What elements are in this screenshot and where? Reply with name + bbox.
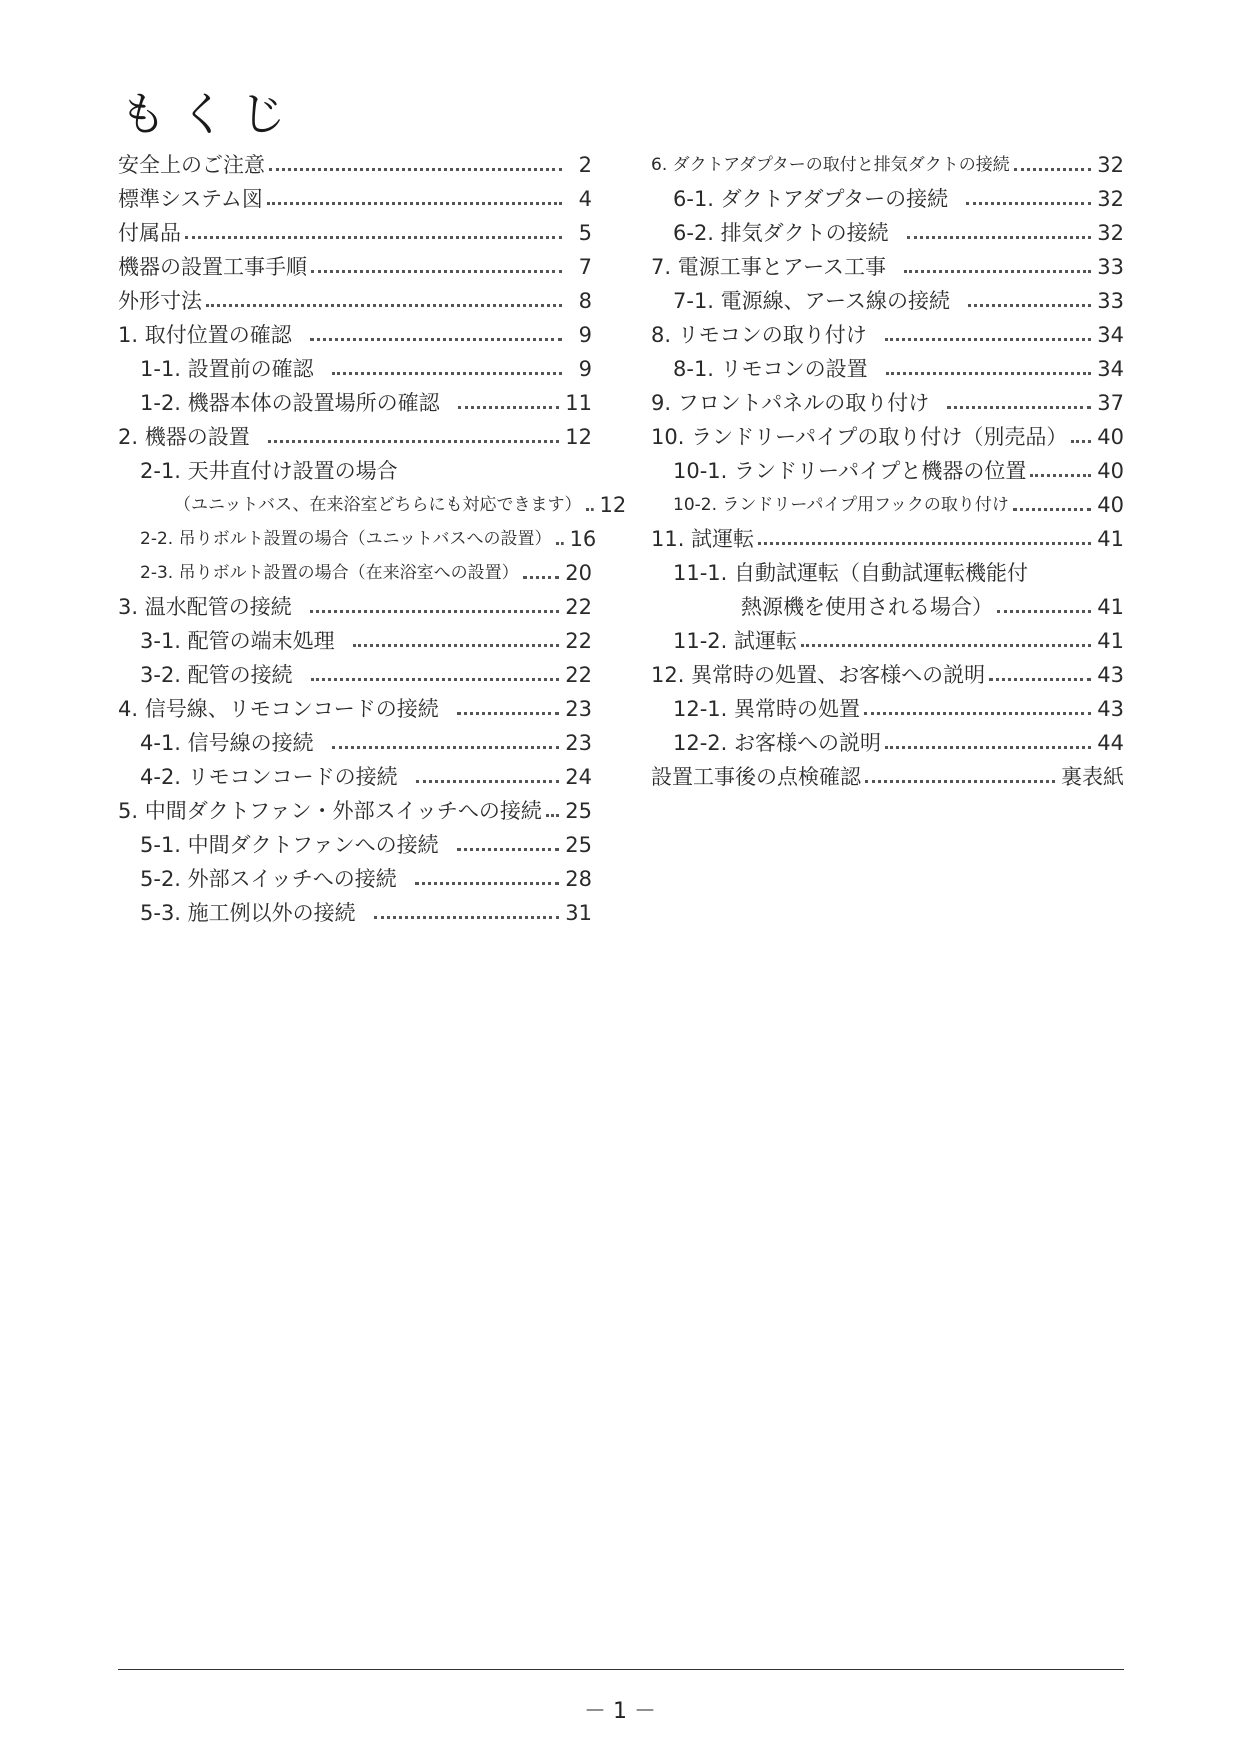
toc-entry[interactable] <box>118 284 592 318</box>
toc-entry-label: 2-3. 吊りボルト設置の場合（在来浴室への設置） <box>140 563 519 583</box>
toc-entry-label: 5-3. 施工例以外の接続 <box>140 901 356 925</box>
toc-entry-page: 43 <box>1097 663 1124 687</box>
toc-entry-page: 12 <box>599 493 627 517</box>
toc-entry[interactable] <box>651 386 1124 420</box>
toc-entry-label: 10-2. ランドリーパイプ用フックの取り付け <box>673 495 1009 515</box>
toc-entry-label: 11-1. 自動試運転（自動試運転機能付 <box>673 561 1029 585</box>
footer-divider <box>118 1669 1124 1670</box>
toc-entry[interactable] <box>651 454 1124 488</box>
toc-entry[interactable] <box>118 420 592 454</box>
toc-entry-page: 31 <box>565 901 592 925</box>
toc-entry-page: 22 <box>565 663 592 687</box>
toc-entry-label: 安全上のご注意 <box>118 153 265 177</box>
toc-entry[interactable] <box>651 420 1124 454</box>
toc-entry[interactable] <box>651 182 1124 216</box>
toc-entry-page: 5 <box>578 221 592 245</box>
toc-entry-page: 12 <box>565 425 592 449</box>
toc-entry-page: 43 <box>1097 697 1124 721</box>
toc-entry-page: 33 <box>1097 289 1124 313</box>
toc-entry[interactable] <box>118 216 592 250</box>
toc-entry-page: 24 <box>565 765 592 789</box>
toc-entry-label: 3-2. 配管の接続 <box>140 663 293 687</box>
toc-entry-label: 3. 温水配管の接続 <box>118 595 292 619</box>
toc-entry-label: 6. ダクトアダプターの取付と排気ダクトの接続 <box>651 155 1010 175</box>
toc-entry-label: 6-1. ダクトアダプターの接続 <box>673 187 949 211</box>
toc-entry-page: 32 <box>1097 221 1124 245</box>
toc-entry[interactable] <box>118 828 592 862</box>
toc-entry-page: 33 <box>1097 255 1124 279</box>
toc-entry[interactable] <box>118 182 592 216</box>
toc-entry[interactable] <box>118 658 592 692</box>
toc-entry-label: 1-2. 機器本体の設置場所の確認 <box>140 391 440 415</box>
toc-entry-continuation[interactable] <box>651 590 1124 624</box>
toc-entry-label: 7-1. 電源線、アース線の接続 <box>673 289 950 313</box>
toc-entry[interactable] <box>651 250 1124 284</box>
toc-entry[interactable] <box>651 352 1124 386</box>
toc-entry-label: 8. リモコンの取り付け <box>651 323 867 347</box>
toc-entry-page: 9 <box>578 323 592 347</box>
toc-entry-page: 裏表紙 <box>1061 765 1124 789</box>
toc-entry-page: 25 <box>565 799 592 823</box>
toc-entry-page: 7 <box>578 255 592 279</box>
toc-entry-label: 2. 機器の設置 <box>118 425 250 449</box>
toc-entry-label: 3-1. 配管の端末処理 <box>140 629 335 653</box>
toc-entry-label: 12-2. お客様への説明 <box>673 731 882 755</box>
toc-entry-page: 23 <box>565 697 592 721</box>
toc-entry-page: 41 <box>1097 629 1124 653</box>
toc-entry[interactable] <box>118 726 592 760</box>
toc-entry-label: 4-1. 信号線の接続 <box>140 731 314 755</box>
toc-entry[interactable] <box>118 624 592 658</box>
toc-entry-page: 2 <box>578 153 592 177</box>
toc-entry[interactable] <box>651 216 1124 250</box>
toc-entry-label: 11-2. 試運転 <box>673 629 798 653</box>
toc-entry-page: 4 <box>578 187 592 211</box>
toc-entry[interactable] <box>651 624 1124 658</box>
toc-entry-page: 8 <box>578 289 592 313</box>
toc-entry-label: 12-1. 異常時の処置 <box>673 697 861 721</box>
toc-entry-page: 40 <box>1097 493 1124 517</box>
toc-entry-label: 5-1. 中間ダクトファンへの接続 <box>140 833 439 857</box>
toc-entry[interactable] <box>651 284 1124 318</box>
toc-entry-page: 44 <box>1097 731 1124 755</box>
toc-entry[interactable] <box>118 556 592 590</box>
toc-entry-label: 12. 異常時の処置、お客様への説明 <box>651 663 986 687</box>
toc-entry-label: 11. 試運転 <box>651 527 755 551</box>
toc-entry-continuation[interactable] <box>118 488 627 522</box>
toc-entry-label: 外形寸法 <box>118 289 202 313</box>
toc-entry-page: 41 <box>1097 595 1124 619</box>
toc-entry-label: 熱源機を使用される場合） <box>741 595 993 619</box>
toc-entry[interactable] <box>118 454 592 488</box>
toc-entry-page: 22 <box>565 595 592 619</box>
toc-entry-label: 2-2. 吊りボルト設置の場合（ユニットバスへの設置） <box>140 529 552 549</box>
toc-entry[interactable] <box>118 386 592 420</box>
toc-right-column <box>651 148 1124 794</box>
toc-entry-label: 6-2. 排気ダクトの接続 <box>673 221 889 245</box>
toc-entry-label: 1. 取付位置の確認 <box>118 323 292 347</box>
toc-entry-label: 2-1. 天井直付け設置の場合 <box>140 459 398 483</box>
toc-entry[interactable] <box>118 148 592 182</box>
toc-entry-label: （ユニットバス、在来浴室どちらにも対応できます） <box>174 495 582 515</box>
toc-entry-page: 32 <box>1097 187 1124 211</box>
toc-entry-page: 40 <box>1097 459 1124 483</box>
toc-entry-label: 付属品 <box>118 221 181 245</box>
toc-entry-label: 設置工事後の点検確認 <box>651 765 861 789</box>
toc-entry[interactable] <box>651 658 1124 692</box>
toc-entry-page: 32 <box>1097 153 1124 177</box>
toc-entry-label: 4-2. リモコンコードの接続 <box>140 765 398 789</box>
toc-entry-page: 25 <box>565 833 592 857</box>
toc-entry[interactable] <box>651 726 1124 760</box>
toc-entry-label: 7. 電源工事とアース工事 <box>651 255 887 279</box>
toc-entry[interactable] <box>118 896 592 930</box>
toc-entry-page: 16 <box>569 527 597 551</box>
toc-entry-page: 37 <box>1097 391 1124 415</box>
toc-entry-label: 機器の設置工事手順 <box>118 255 307 279</box>
toc-entry[interactable] <box>651 692 1124 726</box>
toc-entry-page: 11 <box>565 391 592 415</box>
toc-entry-label: 10. ランドリーパイプの取り付け（別売品） <box>651 425 1068 449</box>
toc-entry-label: 8-1. リモコンの設置 <box>673 357 868 381</box>
toc-entry[interactable] <box>651 318 1124 352</box>
toc-entry[interactable] <box>118 318 592 352</box>
toc-entry[interactable] <box>118 692 592 726</box>
toc-entry-page: 40 <box>1097 425 1124 449</box>
toc-entry-label: 1-1. 設置前の確認 <box>140 357 314 381</box>
toc-entry[interactable] <box>651 522 1124 556</box>
toc-entry[interactable] <box>651 760 1124 794</box>
toc-entry-page: 22 <box>565 629 592 653</box>
toc-entry[interactable] <box>118 250 592 284</box>
toc-entry-label: 9. フロントパネルの取り付け <box>651 391 930 415</box>
toc-entry-page: 9 <box>578 357 592 381</box>
toc-entry-label: 10-1. ランドリーパイプと機器の位置 <box>673 459 1027 483</box>
toc-entry-label: 4. 信号線、リモコンコードの接続 <box>118 697 439 721</box>
toc-entry-label: 5-2. 外部スイッチへの接続 <box>140 867 397 891</box>
toc-entry[interactable] <box>118 862 592 896</box>
toc-entry-page: 23 <box>565 731 592 755</box>
toc-entry[interactable] <box>118 590 592 624</box>
toc-entry-label: 5. 中間ダクトファン・外部スイッチへの接続 <box>118 799 542 823</box>
toc-entry[interactable] <box>118 794 592 828</box>
toc-entry[interactable] <box>118 352 592 386</box>
toc-entry[interactable] <box>651 148 1124 182</box>
toc-left-column <box>118 148 627 930</box>
toc-entry-page: 34 <box>1097 323 1124 347</box>
toc-entry[interactable] <box>651 556 1124 590</box>
toc-entry-page: 41 <box>1097 527 1124 551</box>
toc-entry-page: 28 <box>565 867 592 891</box>
page-number: － 1 － <box>584 1699 656 1724</box>
toc-entry[interactable] <box>118 760 592 794</box>
toc-entry-page: 20 <box>565 561 592 585</box>
toc-entry-label: 標準システム図 <box>118 187 263 211</box>
toc-entry-page: 34 <box>1097 357 1124 381</box>
toc-entry[interactable] <box>118 522 597 556</box>
toc-entry[interactable] <box>651 488 1124 522</box>
page-title: もくじ <box>120 87 300 141</box>
